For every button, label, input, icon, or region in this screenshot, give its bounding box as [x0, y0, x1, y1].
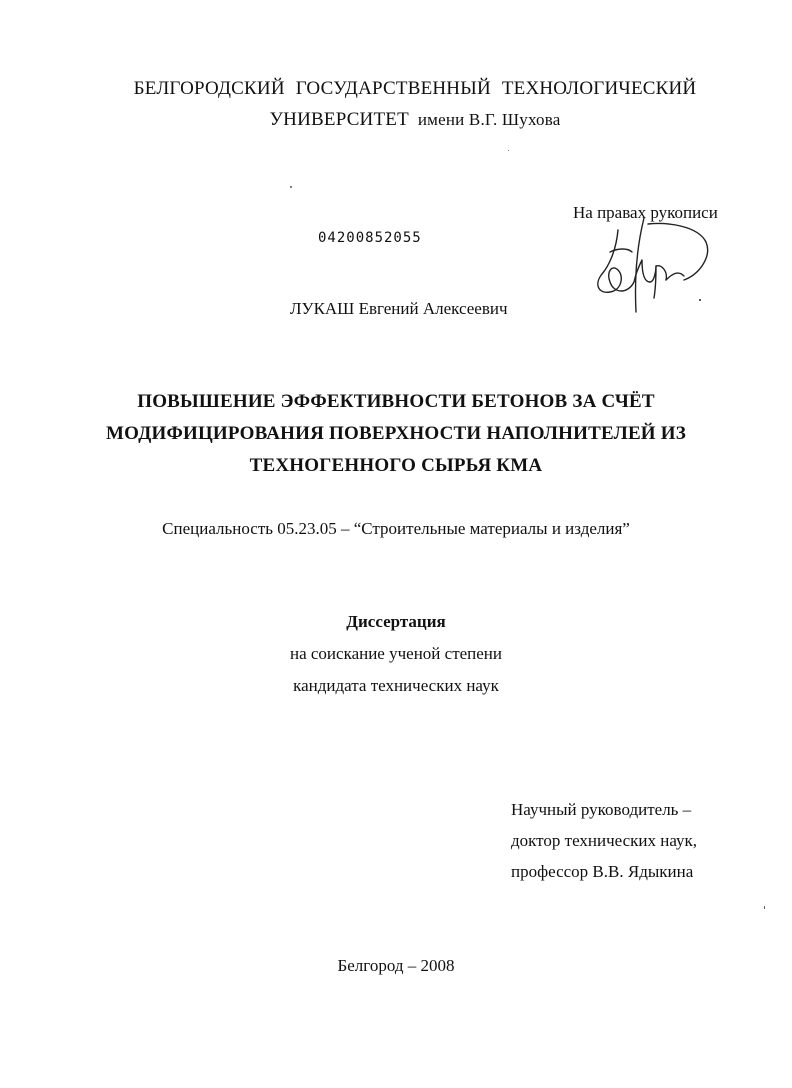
title-line3: ТЕХНОГЕННОГО СЫРЬЯ КМА: [249, 455, 543, 476]
handwritten-signature: [588, 212, 718, 322]
scan-speck: [290, 186, 292, 188]
rights-note: На правах рукописи: [573, 203, 718, 222]
specialty: Специальность 05.23.05 – “Строительные материалы и изделия”: [162, 519, 630, 538]
dissertation-heading: Диссертация: [346, 612, 446, 631]
place-and-year: Белгород – 2008: [337, 956, 455, 975]
scan-speck: [764, 906, 765, 909]
university-name-line1: БЕЛГОРОДСКИЙ ГОСУДАРСТВЕННЫЙ ТЕХНОЛОГИЧЕСКИЙ: [133, 78, 697, 99]
supervisor-line1: Научный руководитель –: [511, 800, 692, 819]
university-name-line2: [60, 109, 770, 131]
supervisor-line2: доктор технических наук,: [511, 831, 698, 850]
title-line2: МОДИФИЦИРОВАНИЯ ПОВЕРХНОСТИ НАПОЛНИТЕЛЕЙ ИЗ: [106, 423, 686, 444]
document-code: 04200852055: [318, 230, 422, 246]
degree-line1: на соискание ученой степени: [289, 644, 503, 663]
title-line1: ПОВЫШЕНИЕ ЭФФЕКТИВНОСТИ БЕТОНОВ ЗА СЧЁТ: [137, 391, 655, 412]
scan-speck: [508, 150, 509, 151]
degree-line2: кандидата технических наук: [293, 676, 499, 695]
author-name: ЛУКАШ Евгений Алексеевич: [290, 299, 508, 318]
university-word: УНИВЕРСИТЕТ: [269, 109, 409, 130]
university-named-after: имени В.Г. Шухова: [417, 110, 561, 129]
supervisor-line3: профессор В.В. Ядыкина: [511, 862, 694, 881]
